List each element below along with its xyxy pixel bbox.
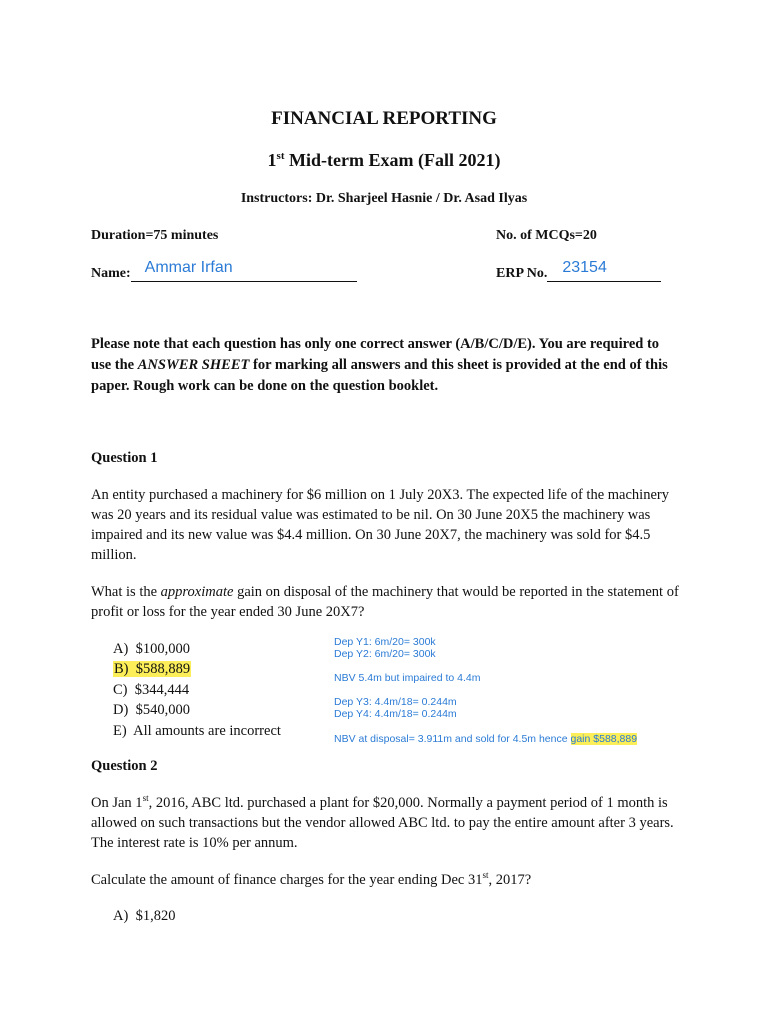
erp-line [547,259,661,282]
instructors: Instructors: Dr. Sharjeel Hasnie / Dr. Asad Ilyas [240,191,528,206]
question-2-option-a [113,906,175,926]
mcq-count: No. of MCQs=20 [496,228,597,243]
subtitle-text: Mid-term Exam (Fall 2021) [284,150,501,170]
option-text: $100,000 [135,641,190,657]
annotation-dep-y2: Dep Y2: 6m/20= 300k [334,648,436,660]
note-answer-sheet: ANSWER SHEET [137,357,250,373]
option-c [113,680,281,700]
option-text: $1,820 [135,908,176,924]
question-1-prompt [91,582,681,622]
option-letter: C) [113,681,128,698]
q1-prompt-b: gain on disposal of the machinery that would be reported in the statement of profit or loss for the year ended 30 June 20X7? [91,584,679,620]
name-line [131,259,357,282]
option-b-highlight [113,661,191,677]
option-d [113,700,281,720]
annotation-disposal [334,733,637,745]
question-1-options [113,639,281,741]
note-text-2: for marking all answers and this sheet is provided at the end of this paper. Rough work can be done on the question booklet. [91,357,668,394]
question-2-text [91,793,681,853]
question-2-prompt [91,870,681,890]
option-letter: D) [113,702,129,719]
note-text-1: Please note that each question has only one correct answer (A/B/C/D/E). You are required to use the [91,336,660,373]
exam-subtitle [0,150,768,171]
option-letter: A) [113,641,129,657]
annotation-gain-highlight: gain $588,889 [570,733,638,745]
instructions-note [91,334,681,397]
annotation-dep-y4: Dep Y4: 4.4m/18= 0.244m [334,708,457,720]
erp-field [496,259,661,282]
option-letter: A) [113,908,129,924]
subtitle-ordinal: st [276,150,285,162]
annotation-nbv: NBV 5.4m but impaired to 4.4m [334,672,481,684]
q1-prompt-emph: approximate [160,584,234,600]
option-a [113,639,281,659]
question-2-heading: Question 2 [91,758,158,774]
option-text: $344,444 [134,681,190,698]
option-text: $588,889 [135,661,191,678]
q2-prompt-sup: st [482,870,489,881]
option-b [113,659,281,679]
question-1-heading: Question 1 [91,450,158,466]
q1-prompt-a: What is the [91,584,161,600]
option-e [113,721,281,741]
option-text: $540,000 [135,702,190,719]
question-1-text: An entity purchased a machinery for $6 million on 1 July 20X3. The expected life of the machinery was 20 years and its residual value was estimated to be nil. On 30 June 20X5 the machinery was impaired and its new value was $4.4 million. On 30 June 20X7, the machinery was sold for $4.5 million. [91,487,669,563]
option-letter: B) [114,661,129,678]
annotation-disposal-text: NBV at disposal= 3.911m and sold for 4.5m hence [334,733,571,745]
option-text: All amounts are incorrect [133,722,281,739]
q2-text-b: , 2016, ABC ltd. purchased a plant for $20,000. Normally a payment period of 1 month is allowed on such transactions but the vendor allowed ABC ltd. to pay the entire amount after 3 years. The interest rate is 10% per annum. [91,795,674,851]
duration: Duration=75 minutes [91,228,219,243]
q2-text-a: On Jan 1 [91,795,143,811]
q2-prompt-a: Calculate the amount of finance charges for the year ending Dec 31 [91,872,483,888]
q2-prompt-b: , 2017? [488,872,532,888]
erp-label: ERP No. [496,266,548,281]
name-label: Name: [91,266,131,281]
annotation-dep-y1: Dep Y1: 6m/20= 300k [334,636,436,648]
exam-title: FINANCIAL REPORTING [271,108,497,129]
q2-text-sup: st [142,793,149,804]
option-letter: E) [113,722,127,739]
subtitle-number: 1 [267,150,277,170]
erp-value: 23154 [562,259,607,276]
name-field [91,259,357,282]
annotation-dep-y3: Dep Y3: 4.4m/18= 0.244m [334,696,457,708]
name-value: Ammar Irfan [144,259,233,276]
